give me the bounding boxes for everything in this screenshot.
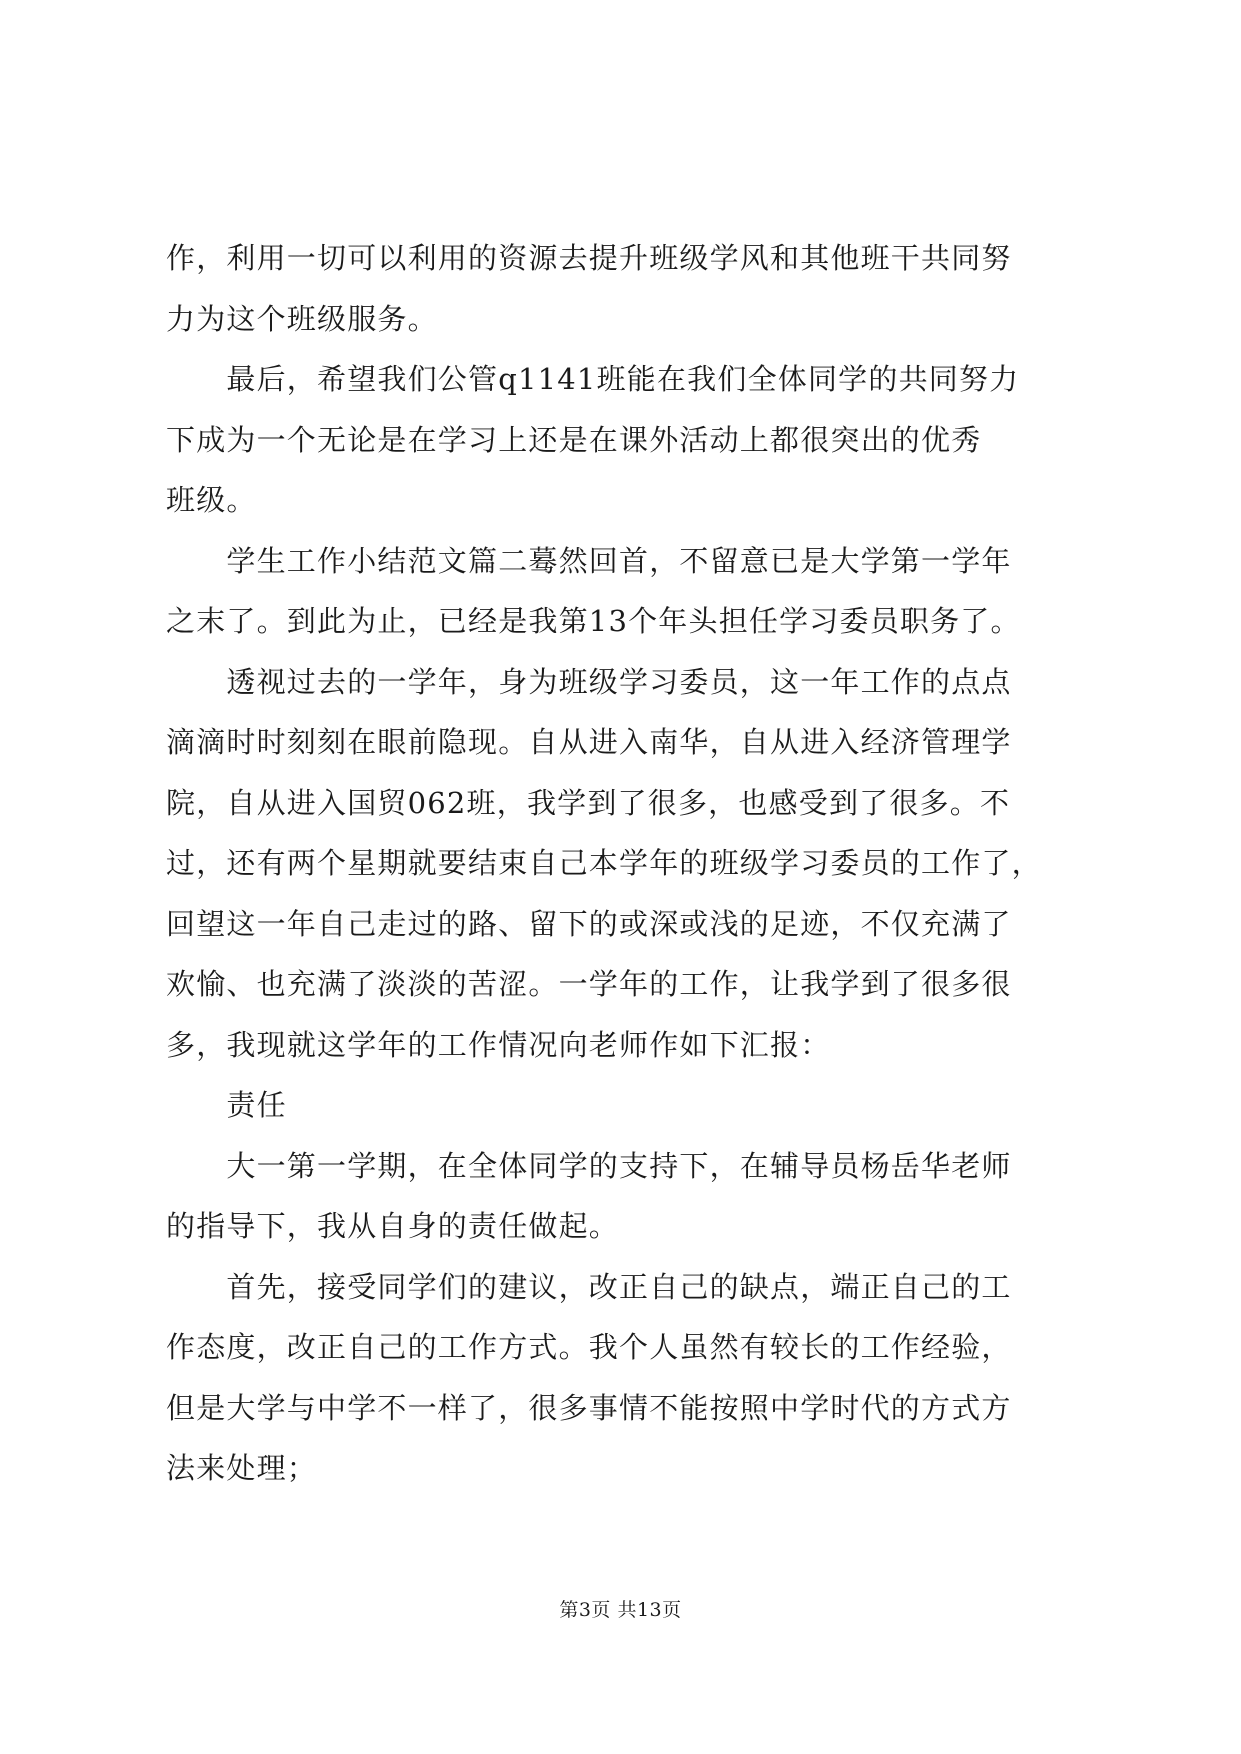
text-line: 透视过去的一学年，身为班级学习委员，这一年工作的点点 <box>166 664 1012 699</box>
page-number-footer: 第3页 共13页 <box>559 1599 682 1621</box>
text-line: 作，利用一切可以利用的资源去提升班级学风和其他班干共同努 <box>166 241 1012 275</box>
text-line: 首先，接受同学们的建议，改正自己的缺点，端正自己的工 <box>166 1269 1012 1304</box>
text-line: 但是大学与中学不一样了，很多事情不能按照中学时代的方式方 <box>166 1390 1012 1425</box>
text-line: 院，自从进入国贸062班，我学到了很多，也感受到了很多。不 <box>166 785 1011 820</box>
text-line: 过，还有两个星期就要结束自己本学年的班级学习委员的工作了， <box>166 846 1042 880</box>
text-line: 学生工作小结范文篇二蓦然回首，不留意已是大学第一学年 <box>166 543 1012 578</box>
text-line: 大一第一学期，在全体同学的支持下，在辅导员杨岳华老师 <box>166 1148 1012 1183</box>
text-line: 班级。 <box>166 483 257 517</box>
text-line: 欢愉、也充满了淡淡的苦涩。一学年的工作，让我学到了很多很 <box>166 967 1012 1001</box>
body-text <box>166 228 1080 1499</box>
text-line: 回望这一年自己走过的路、留下的或深或浅的足迹，不仅充满了 <box>166 906 1012 941</box>
text-line: 的指导下，我从自身的责任做起。 <box>166 1209 620 1243</box>
text-line: 作态度，改正自己的工作方式。我个人虽然有较长的工作经验， <box>166 1330 1012 1364</box>
text-line: 之末了。到此为止，已经是我第13个年头担任学习委员职务了。 <box>166 604 1021 638</box>
text-line: 最后，希望我们公管q1141班能在我们全体同学的共同努力 <box>166 362 1020 396</box>
text-line: 下成为一个无论是在学习上还是在课外活动上都很突出的优秀 <box>166 422 982 457</box>
text-line: 法来处理； <box>166 1451 318 1485</box>
section-heading: 责任 <box>166 1088 287 1122</box>
text-line: 多，我现就这学年的工作情况向老师作如下汇报： <box>166 1027 831 1062</box>
text-line: 滴滴时时刻刻在眼前隐现。自从进入南华，自从进入经济管理学 <box>166 725 1012 759</box>
text-line: 力为这个班级服务。 <box>166 301 438 336</box>
